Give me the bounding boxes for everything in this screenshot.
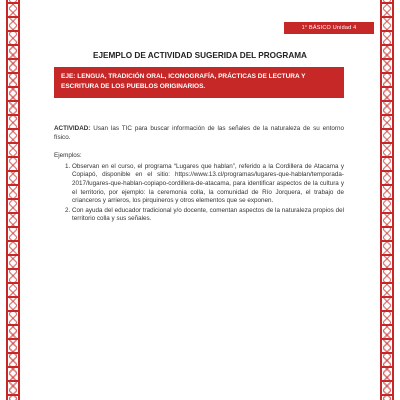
decorative-border-left: [6, 0, 20, 400]
eje-banner: EJE: LENGUA, TRADICIÓN ORAL, ICONOGRAFÍA, PRÁCTICAS DE LECTURA Y ESCRITURA DE LOS PUEBLOS ORIGINARIOS.: [54, 67, 344, 98]
examples-list: [54, 163, 344, 224]
list-item: 2. Con ayuda del educador tradicional y/o docente, comentan aspectos de la naturaleza propios del territorio colla y sus señales.: [72, 207, 344, 224]
decorative-border-right: [380, 0, 394, 400]
activity-content: [54, 125, 344, 225]
examples-label: Ejemplos:: [54, 152, 82, 160]
activity-label: ACTIVIDAD:: [54, 125, 91, 132]
page-title: EJEMPLO DE ACTIVIDAD SUGERIDA DEL PROGRAMA: [93, 51, 307, 60]
activity-text: Usan las TIC para buscar información de las señales de la naturaleza de su entorno físico.: [54, 125, 344, 141]
activity-paragraph: [54, 125, 344, 142]
unit-tab: 1° BÁSICO Unidad 4: [284, 22, 374, 34]
list-item: 1. Observan en el curso, el programa “Lugares que hablan”, referido a la Cordillera de Atacama y Copiapó, disponible en el sitio: https://www.13.cl/programas/lugares-que-hablan/temporada-2017/lugares-que-hablan-copiapo-cordillera-de-atacama, para identificar aspectos de la cultura y el territorio, por ejemplo: la ceremonia colla, la comunidad de Río Jorquera, el trabajo de crianceros y arrieros, los pirquineros y otros elementos que se exponen.: [72, 163, 344, 206]
